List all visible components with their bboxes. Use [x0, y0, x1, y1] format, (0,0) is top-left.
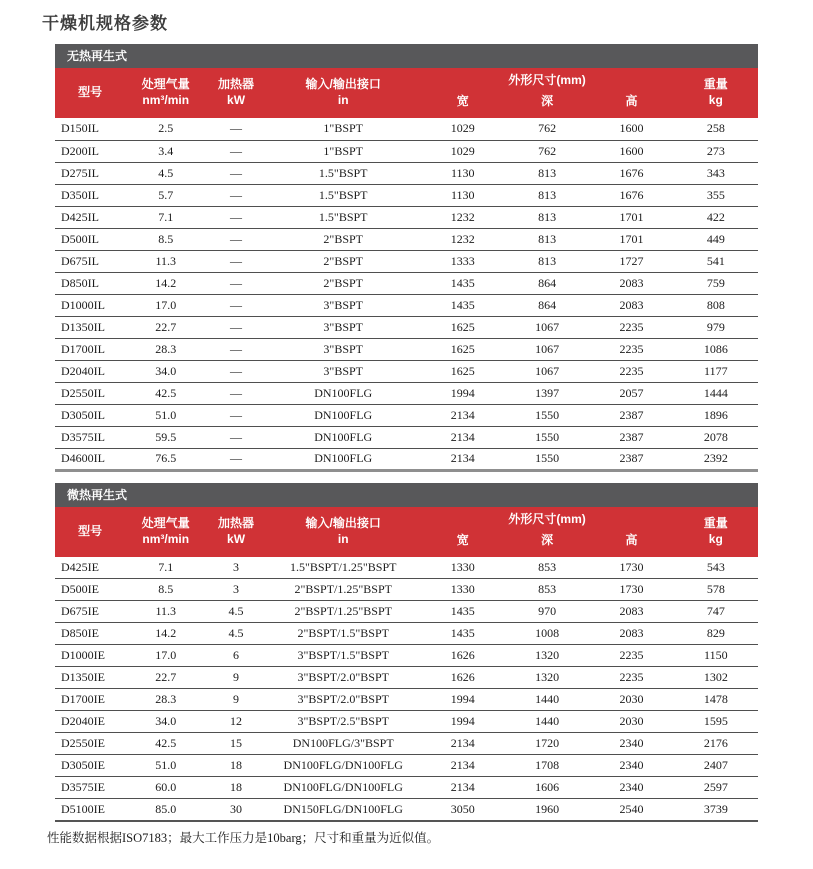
col-header-height: 高: [589, 94, 673, 118]
cell-capacity: 51.0: [125, 404, 206, 426]
col-header-heater-line1: 加热器: [218, 515, 255, 530]
cell-height: 2387: [589, 448, 673, 470]
col-header-height: 高: [589, 533, 673, 557]
cell-weight: 1595: [674, 711, 758, 733]
cell-width: 1232: [421, 206, 505, 228]
cell-depth: 853: [505, 579, 589, 601]
cell-weight: 422: [674, 206, 758, 228]
cell-capacity: 2.5: [125, 118, 206, 140]
col-header-weight: [674, 68, 758, 118]
cell-io: 1.5"BSPT: [266, 162, 421, 184]
cell-capacity: 22.7: [125, 667, 206, 689]
cell-height: 2340: [589, 755, 673, 777]
cell-heater: —: [206, 404, 266, 426]
cell-model: D1000IE: [55, 645, 125, 667]
cell-width: 1994: [421, 689, 505, 711]
cell-heater: —: [206, 294, 266, 316]
cell-io: 3"BSPT/2.0"BSPT: [266, 667, 421, 689]
cell-width: 2134: [421, 733, 505, 755]
col-header-weight: [674, 507, 758, 557]
cell-height: 1676: [589, 162, 673, 184]
cell-model: D675IE: [55, 601, 125, 623]
cell-model: D1350IL: [55, 316, 125, 338]
cell-width: 2134: [421, 404, 505, 426]
cell-weight: 979: [674, 316, 758, 338]
cell-io: 2"BSPT: [266, 250, 421, 272]
cell-model: D500IE: [55, 579, 125, 601]
cell-width: 1994: [421, 382, 505, 404]
cell-heater: 9: [206, 667, 266, 689]
cell-io: 3"BSPT/2.5"BSPT: [266, 711, 421, 733]
cell-height: 2235: [589, 667, 673, 689]
cell-capacity: 42.5: [125, 733, 206, 755]
cell-capacity: 4.5: [125, 162, 206, 184]
table-row: [55, 140, 758, 162]
cell-height: 2340: [589, 777, 673, 799]
cell-capacity: 11.3: [125, 601, 206, 623]
cell-heater: —: [206, 448, 266, 470]
cell-model: D3050IE: [55, 755, 125, 777]
col-header-io: [266, 507, 421, 557]
cell-io: 2"BSPT/1.25"BSPT: [266, 601, 421, 623]
table-header: [55, 68, 758, 118]
cell-height: 2030: [589, 689, 673, 711]
cell-depth: 813: [505, 228, 589, 250]
cell-height: 2057: [589, 382, 673, 404]
cell-weight: 1896: [674, 404, 758, 426]
cell-io: DN100FLG: [266, 448, 421, 470]
cell-model: D275IL: [55, 162, 125, 184]
cell-depth: 1008: [505, 623, 589, 645]
table-row: [55, 404, 758, 426]
cell-weight: 3739: [674, 799, 758, 821]
cell-capacity: 59.5: [125, 426, 206, 448]
col-header-io-line1: 输入/输出接口: [305, 515, 381, 530]
table-row: [55, 448, 758, 470]
cell-heater: 3: [206, 557, 266, 579]
cell-io: DN100FLG: [266, 426, 421, 448]
cell-heater: 3: [206, 579, 266, 601]
cell-capacity: 17.0: [125, 645, 206, 667]
cell-width: 1626: [421, 667, 505, 689]
cell-heater: —: [206, 250, 266, 272]
cell-width: 1333: [421, 250, 505, 272]
cell-width: 2134: [421, 426, 505, 448]
cell-model: D1700IL: [55, 338, 125, 360]
table-row: [55, 162, 758, 184]
table-row: [55, 777, 758, 799]
cell-model: D675IL: [55, 250, 125, 272]
col-header-capacity-line1: 处理气量: [141, 77, 190, 92]
cell-model: D2550IE: [55, 733, 125, 755]
cell-weight: 578: [674, 579, 758, 601]
col-header-capacity-line1: 处理气量: [141, 515, 190, 530]
cell-height: 1600: [589, 118, 673, 140]
table-row: [55, 206, 758, 228]
col-header-io: [266, 68, 421, 118]
cell-heater: —: [206, 184, 266, 206]
cell-width: 1994: [421, 711, 505, 733]
cell-weight: 2597: [674, 777, 758, 799]
cell-height: 1730: [589, 557, 673, 579]
cell-model: D350IL: [55, 184, 125, 206]
cell-weight: 829: [674, 623, 758, 645]
cell-io: 2"BSPT/1.25"BSPT: [266, 579, 421, 601]
table-row: [55, 601, 758, 623]
cell-height: 2540: [589, 799, 673, 821]
cell-capacity: 51.0: [125, 755, 206, 777]
cell-depth: 1067: [505, 316, 589, 338]
cell-width: 2134: [421, 448, 505, 470]
cell-model: D1700IE: [55, 689, 125, 711]
cell-width: 1435: [421, 601, 505, 623]
cell-height: 1730: [589, 579, 673, 601]
cell-height: 1727: [589, 250, 673, 272]
cell-width: 1330: [421, 557, 505, 579]
cell-heater: —: [206, 118, 266, 140]
cell-capacity: 8.5: [125, 228, 206, 250]
table-row: [55, 294, 758, 316]
table-row: [55, 733, 758, 755]
cell-height: 2235: [589, 316, 673, 338]
col-header-weight-line2: kg: [708, 531, 723, 546]
cell-height: 1600: [589, 140, 673, 162]
table-body-heated: [55, 557, 758, 821]
cell-model: D5100IE: [55, 799, 125, 821]
cell-depth: 1550: [505, 448, 589, 470]
cell-io: DN150FLG/DN100FLG: [266, 799, 421, 821]
cell-io: 1.5"BSPT: [266, 206, 421, 228]
cell-model: D1000IL: [55, 294, 125, 316]
col-header-io-line2: in: [337, 93, 349, 107]
cell-weight: 273: [674, 140, 758, 162]
cell-depth: 1320: [505, 645, 589, 667]
cell-weight: 258: [674, 118, 758, 140]
cell-capacity: 34.0: [125, 711, 206, 733]
cell-weight: 1302: [674, 667, 758, 689]
cell-capacity: 7.1: [125, 557, 206, 579]
cell-heater: —: [206, 272, 266, 294]
col-header-capacity: [125, 68, 206, 118]
cell-weight: 449: [674, 228, 758, 250]
spec-table-heatless: [55, 68, 758, 472]
table-row: [55, 316, 758, 338]
cell-depth: 762: [505, 118, 589, 140]
col-header-heater: [206, 507, 266, 557]
cell-depth: 1960: [505, 799, 589, 821]
table-row: [55, 338, 758, 360]
cell-capacity: 42.5: [125, 382, 206, 404]
cell-width: 1435: [421, 294, 505, 316]
cell-io: 1"BSPT: [266, 140, 421, 162]
cell-width: 3050: [421, 799, 505, 821]
cell-heater: —: [206, 316, 266, 338]
table-row: [55, 557, 758, 579]
cell-height: 2030: [589, 711, 673, 733]
cell-height: 2387: [589, 404, 673, 426]
cell-model: D3575IE: [55, 777, 125, 799]
table-row: [55, 228, 758, 250]
performance-footnote: 性能数据根据ISO7183；最大工作压力是10barg；尺寸和重量为近似值。: [47, 830, 440, 845]
cell-capacity: 14.2: [125, 272, 206, 294]
cell-heater: 30: [206, 799, 266, 821]
cell-capacity: 17.0: [125, 294, 206, 316]
table-row: [55, 755, 758, 777]
cell-capacity: 28.3: [125, 689, 206, 711]
cell-io: 1"BSPT: [266, 118, 421, 140]
cell-width: 1330: [421, 579, 505, 601]
cell-io: 2"BSPT: [266, 272, 421, 294]
cell-heater: 6: [206, 645, 266, 667]
cell-width: 1029: [421, 140, 505, 162]
cell-depth: 762: [505, 140, 589, 162]
cell-depth: 1606: [505, 777, 589, 799]
cell-height: 2235: [589, 338, 673, 360]
cell-io: DN100FLG/3"BSPT: [266, 733, 421, 755]
cell-heater: —: [206, 140, 266, 162]
col-header-weight-line2: kg: [708, 93, 723, 107]
cell-width: 1232: [421, 228, 505, 250]
cell-capacity: 14.2: [125, 623, 206, 645]
cell-heater: 18: [206, 777, 266, 799]
cell-heater: —: [206, 162, 266, 184]
table-row: [55, 667, 758, 689]
section-band-heated: 微热再生式: [55, 483, 758, 507]
cell-width: 1130: [421, 162, 505, 184]
col-header-heater: [206, 68, 266, 118]
col-header-dimensions: 外形尺寸(mm): [421, 68, 674, 94]
table-row: [55, 382, 758, 404]
table-row: [55, 645, 758, 667]
table-row: [55, 272, 758, 294]
cell-weight: 2392: [674, 448, 758, 470]
col-header-io-line2: in: [337, 531, 349, 546]
cell-depth: 970: [505, 601, 589, 623]
cell-depth: 1067: [505, 338, 589, 360]
cell-height: 2083: [589, 623, 673, 645]
cell-heater: —: [206, 338, 266, 360]
col-header-weight-line1: 重量: [703, 515, 728, 530]
col-header-dimensions: 外形尺寸(mm): [421, 507, 674, 533]
spec-table-heated: [55, 507, 758, 822]
cell-depth: 1440: [505, 711, 589, 733]
cell-io: DN100FLG/DN100FLG: [266, 777, 421, 799]
cell-heater: 4.5: [206, 623, 266, 645]
cell-weight: 355: [674, 184, 758, 206]
table-header: [55, 507, 758, 557]
table-row: [55, 711, 758, 733]
table-row: [55, 799, 758, 821]
cell-heater: 12: [206, 711, 266, 733]
cell-depth: 1720: [505, 733, 589, 755]
cell-weight: 343: [674, 162, 758, 184]
cell-heater: —: [206, 228, 266, 250]
page-title: 干燥机规格参数: [42, 14, 168, 33]
table-row: [55, 250, 758, 272]
table-section-heatless: [55, 44, 758, 472]
cell-capacity: 85.0: [125, 799, 206, 821]
cell-depth: 1708: [505, 755, 589, 777]
cell-depth: 813: [505, 250, 589, 272]
cell-height: 2083: [589, 601, 673, 623]
cell-io: 2"BSPT: [266, 228, 421, 250]
cell-height: 2387: [589, 426, 673, 448]
cell-height: 1701: [589, 228, 673, 250]
col-header-width: 宽: [421, 94, 505, 118]
cell-capacity: 11.3: [125, 250, 206, 272]
cell-model: D2040IE: [55, 711, 125, 733]
cell-depth: 813: [505, 162, 589, 184]
cell-height: 1676: [589, 184, 673, 206]
col-header-model: 型号: [55, 68, 125, 118]
table-row: [55, 118, 758, 140]
cell-model: D1350IE: [55, 667, 125, 689]
cell-io: 3"BSPT: [266, 338, 421, 360]
cell-depth: 1067: [505, 360, 589, 382]
col-header-capacity-line2: nm³/min: [142, 93, 190, 107]
cell-weight: 747: [674, 601, 758, 623]
table-row: [55, 623, 758, 645]
cell-weight: 541: [674, 250, 758, 272]
col-header-depth: 深: [505, 94, 589, 118]
cell-depth: 1320: [505, 667, 589, 689]
col-header-heater-line2: kW: [227, 531, 246, 546]
cell-width: 1435: [421, 272, 505, 294]
cell-depth: 1550: [505, 426, 589, 448]
cell-weight: 759: [674, 272, 758, 294]
cell-depth: 1440: [505, 689, 589, 711]
cell-io: DN100FLG: [266, 404, 421, 426]
cell-heater: —: [206, 206, 266, 228]
cell-weight: 808: [674, 294, 758, 316]
cell-model: D425IE: [55, 557, 125, 579]
cell-heater: 18: [206, 755, 266, 777]
cell-width: 1626: [421, 645, 505, 667]
section-band-heatless: 无热再生式: [55, 44, 758, 68]
cell-model: D4600IL: [55, 448, 125, 470]
cell-model: D3050IL: [55, 404, 125, 426]
cell-heater: 15: [206, 733, 266, 755]
cell-width: 1625: [421, 360, 505, 382]
cell-height: 2340: [589, 733, 673, 755]
cell-model: D200IL: [55, 140, 125, 162]
cell-depth: 853: [505, 557, 589, 579]
cell-capacity: 60.0: [125, 777, 206, 799]
cell-capacity: 7.1: [125, 206, 206, 228]
cell-io: 3"BSPT: [266, 360, 421, 382]
cell-capacity: 5.7: [125, 184, 206, 206]
cell-width: 2134: [421, 777, 505, 799]
cell-io: 3"BSPT/1.5"BSPT: [266, 645, 421, 667]
cell-io: 3"BSPT: [266, 316, 421, 338]
cell-weight: 1444: [674, 382, 758, 404]
cell-height: 1701: [589, 206, 673, 228]
cell-capacity: 76.5: [125, 448, 206, 470]
cell-capacity: 8.5: [125, 579, 206, 601]
col-header-width: 宽: [421, 533, 505, 557]
cell-depth: 864: [505, 272, 589, 294]
col-header-capacity-line2: nm³/min: [142, 531, 190, 546]
cell-weight: 543: [674, 557, 758, 579]
cell-depth: 864: [505, 294, 589, 316]
cell-model: D850IE: [55, 623, 125, 645]
cell-io: DN100FLG/DN100FLG: [266, 755, 421, 777]
cell-height: 2083: [589, 294, 673, 316]
cell-weight: 1177: [674, 360, 758, 382]
col-header-model: 型号: [55, 507, 125, 557]
cell-width: 1130: [421, 184, 505, 206]
cell-heater: 4.5: [206, 601, 266, 623]
cell-heater: 9: [206, 689, 266, 711]
cell-height: 2235: [589, 360, 673, 382]
cell-model: D425IL: [55, 206, 125, 228]
cell-capacity: 34.0: [125, 360, 206, 382]
cell-depth: 813: [505, 184, 589, 206]
cell-weight: 2078: [674, 426, 758, 448]
cell-io: 3"BSPT/2.0"BSPT: [266, 689, 421, 711]
cell-model: D500IL: [55, 228, 125, 250]
cell-weight: 1086: [674, 338, 758, 360]
table-row: [55, 184, 758, 206]
cell-capacity: 28.3: [125, 338, 206, 360]
cell-io: 2"BSPT/1.5"BSPT: [266, 623, 421, 645]
cell-heater: —: [206, 360, 266, 382]
cell-height: 2083: [589, 272, 673, 294]
col-header-heater-line1: 加热器: [218, 77, 255, 92]
cell-model: D2040IL: [55, 360, 125, 382]
col-header-capacity: [125, 507, 206, 557]
cell-model: D150IL: [55, 118, 125, 140]
table-body-heatless: [55, 118, 758, 470]
table-row: [55, 426, 758, 448]
cell-model: D850IL: [55, 272, 125, 294]
cell-width: 1029: [421, 118, 505, 140]
cell-io: 1.5"BSPT/1.25"BSPT: [266, 557, 421, 579]
col-header-heater-line2: kW: [227, 93, 246, 107]
cell-model: D3575IL: [55, 426, 125, 448]
cell-capacity: 3.4: [125, 140, 206, 162]
cell-heater: —: [206, 426, 266, 448]
table-row: [55, 579, 758, 601]
col-header-weight-line1: 重量: [703, 77, 728, 92]
cell-width: 1625: [421, 316, 505, 338]
table-section-heated: [55, 483, 758, 822]
cell-io: DN100FLG: [266, 382, 421, 404]
cell-heater: —: [206, 382, 266, 404]
cell-weight: 2176: [674, 733, 758, 755]
cell-capacity: 22.7: [125, 316, 206, 338]
cell-model: D2550IL: [55, 382, 125, 404]
cell-height: 2235: [589, 645, 673, 667]
table-row: [55, 360, 758, 382]
cell-depth: 813: [505, 206, 589, 228]
col-header-io-line1: 输入/输出接口: [305, 77, 381, 92]
cell-io: 1.5"BSPT: [266, 184, 421, 206]
cell-depth: 1550: [505, 404, 589, 426]
table-row: [55, 689, 758, 711]
cell-depth: 1397: [505, 382, 589, 404]
cell-width: 1435: [421, 623, 505, 645]
cell-width: 1625: [421, 338, 505, 360]
col-header-depth: 深: [505, 533, 589, 557]
cell-width: 2134: [421, 755, 505, 777]
cell-weight: 2407: [674, 755, 758, 777]
cell-weight: 1150: [674, 645, 758, 667]
cell-io: 3"BSPT: [266, 294, 421, 316]
cell-weight: 1478: [674, 689, 758, 711]
